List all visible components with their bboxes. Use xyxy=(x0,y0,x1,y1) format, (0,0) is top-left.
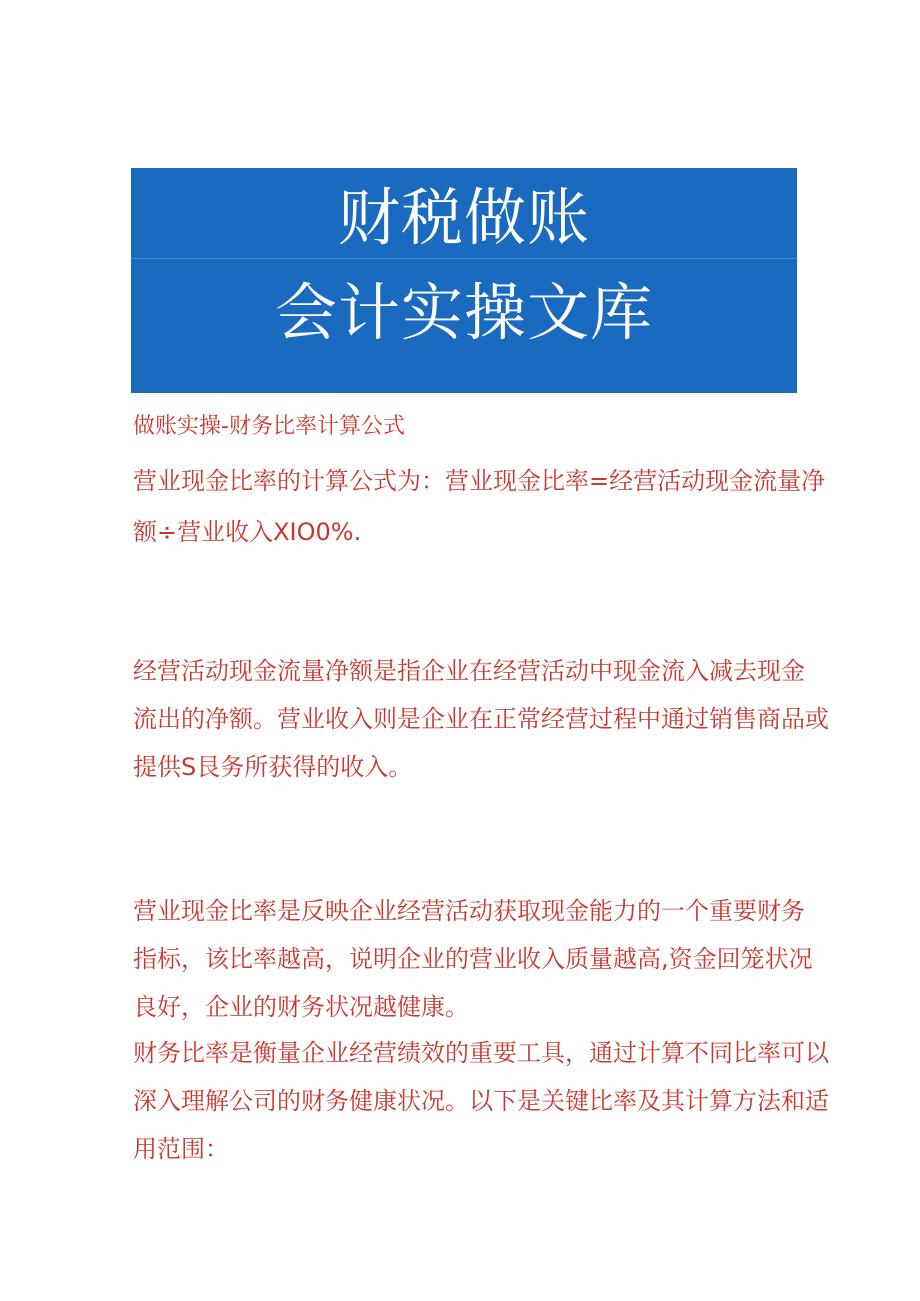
paragraph-4 xyxy=(133,1029,829,1173)
paragraph-line: 营业现金比率的计算公式为：营业现金比率=经营活动现金流量净 xyxy=(133,467,826,495)
section-heading: 做账实操-财务比率计算公式 xyxy=(133,414,405,439)
paragraph-line: 指标，该比率越高，说明企业的营业收入质量越高,资金回笼状况 xyxy=(133,945,813,973)
paragraph-line: 额÷营业收入XIO0%. xyxy=(133,518,362,546)
paragraph-line: 财务比率是衡量企业经营绩效的重要工具，通过计算不同比率可以 xyxy=(133,1039,829,1067)
paragraph-line: 营业现金比率是反映企业经营活动获取现金能力的一个重要财务 xyxy=(133,897,805,925)
banner-divider xyxy=(131,258,797,259)
banner-title-line-1: 财税做账 xyxy=(337,181,590,254)
paragraph-line: 提供S艮务所获得的收入。 xyxy=(133,753,413,781)
paragraph-2 xyxy=(133,647,829,791)
paragraph-line: 经营活动现金流量净额是指企业在经营活动中现金流入减去现金 xyxy=(133,657,805,685)
paragraph-line: 流出的净额。营业收入则是企业在正常经营过程中通过销售商品或 xyxy=(133,705,829,733)
title-banner xyxy=(131,168,797,393)
paragraph-line: 良好，企业的财务状况越健康。 xyxy=(133,993,469,1021)
paragraph-line: 深入理解公司的财务健康状况。以下是关键比率及其计算方法和适 xyxy=(133,1087,829,1115)
banner-title-line-2: 会计实操文库 xyxy=(274,276,653,349)
paragraph-line: 用范围： xyxy=(133,1135,229,1163)
paragraph-1 xyxy=(133,456,826,558)
paragraph-3 xyxy=(133,887,813,1031)
